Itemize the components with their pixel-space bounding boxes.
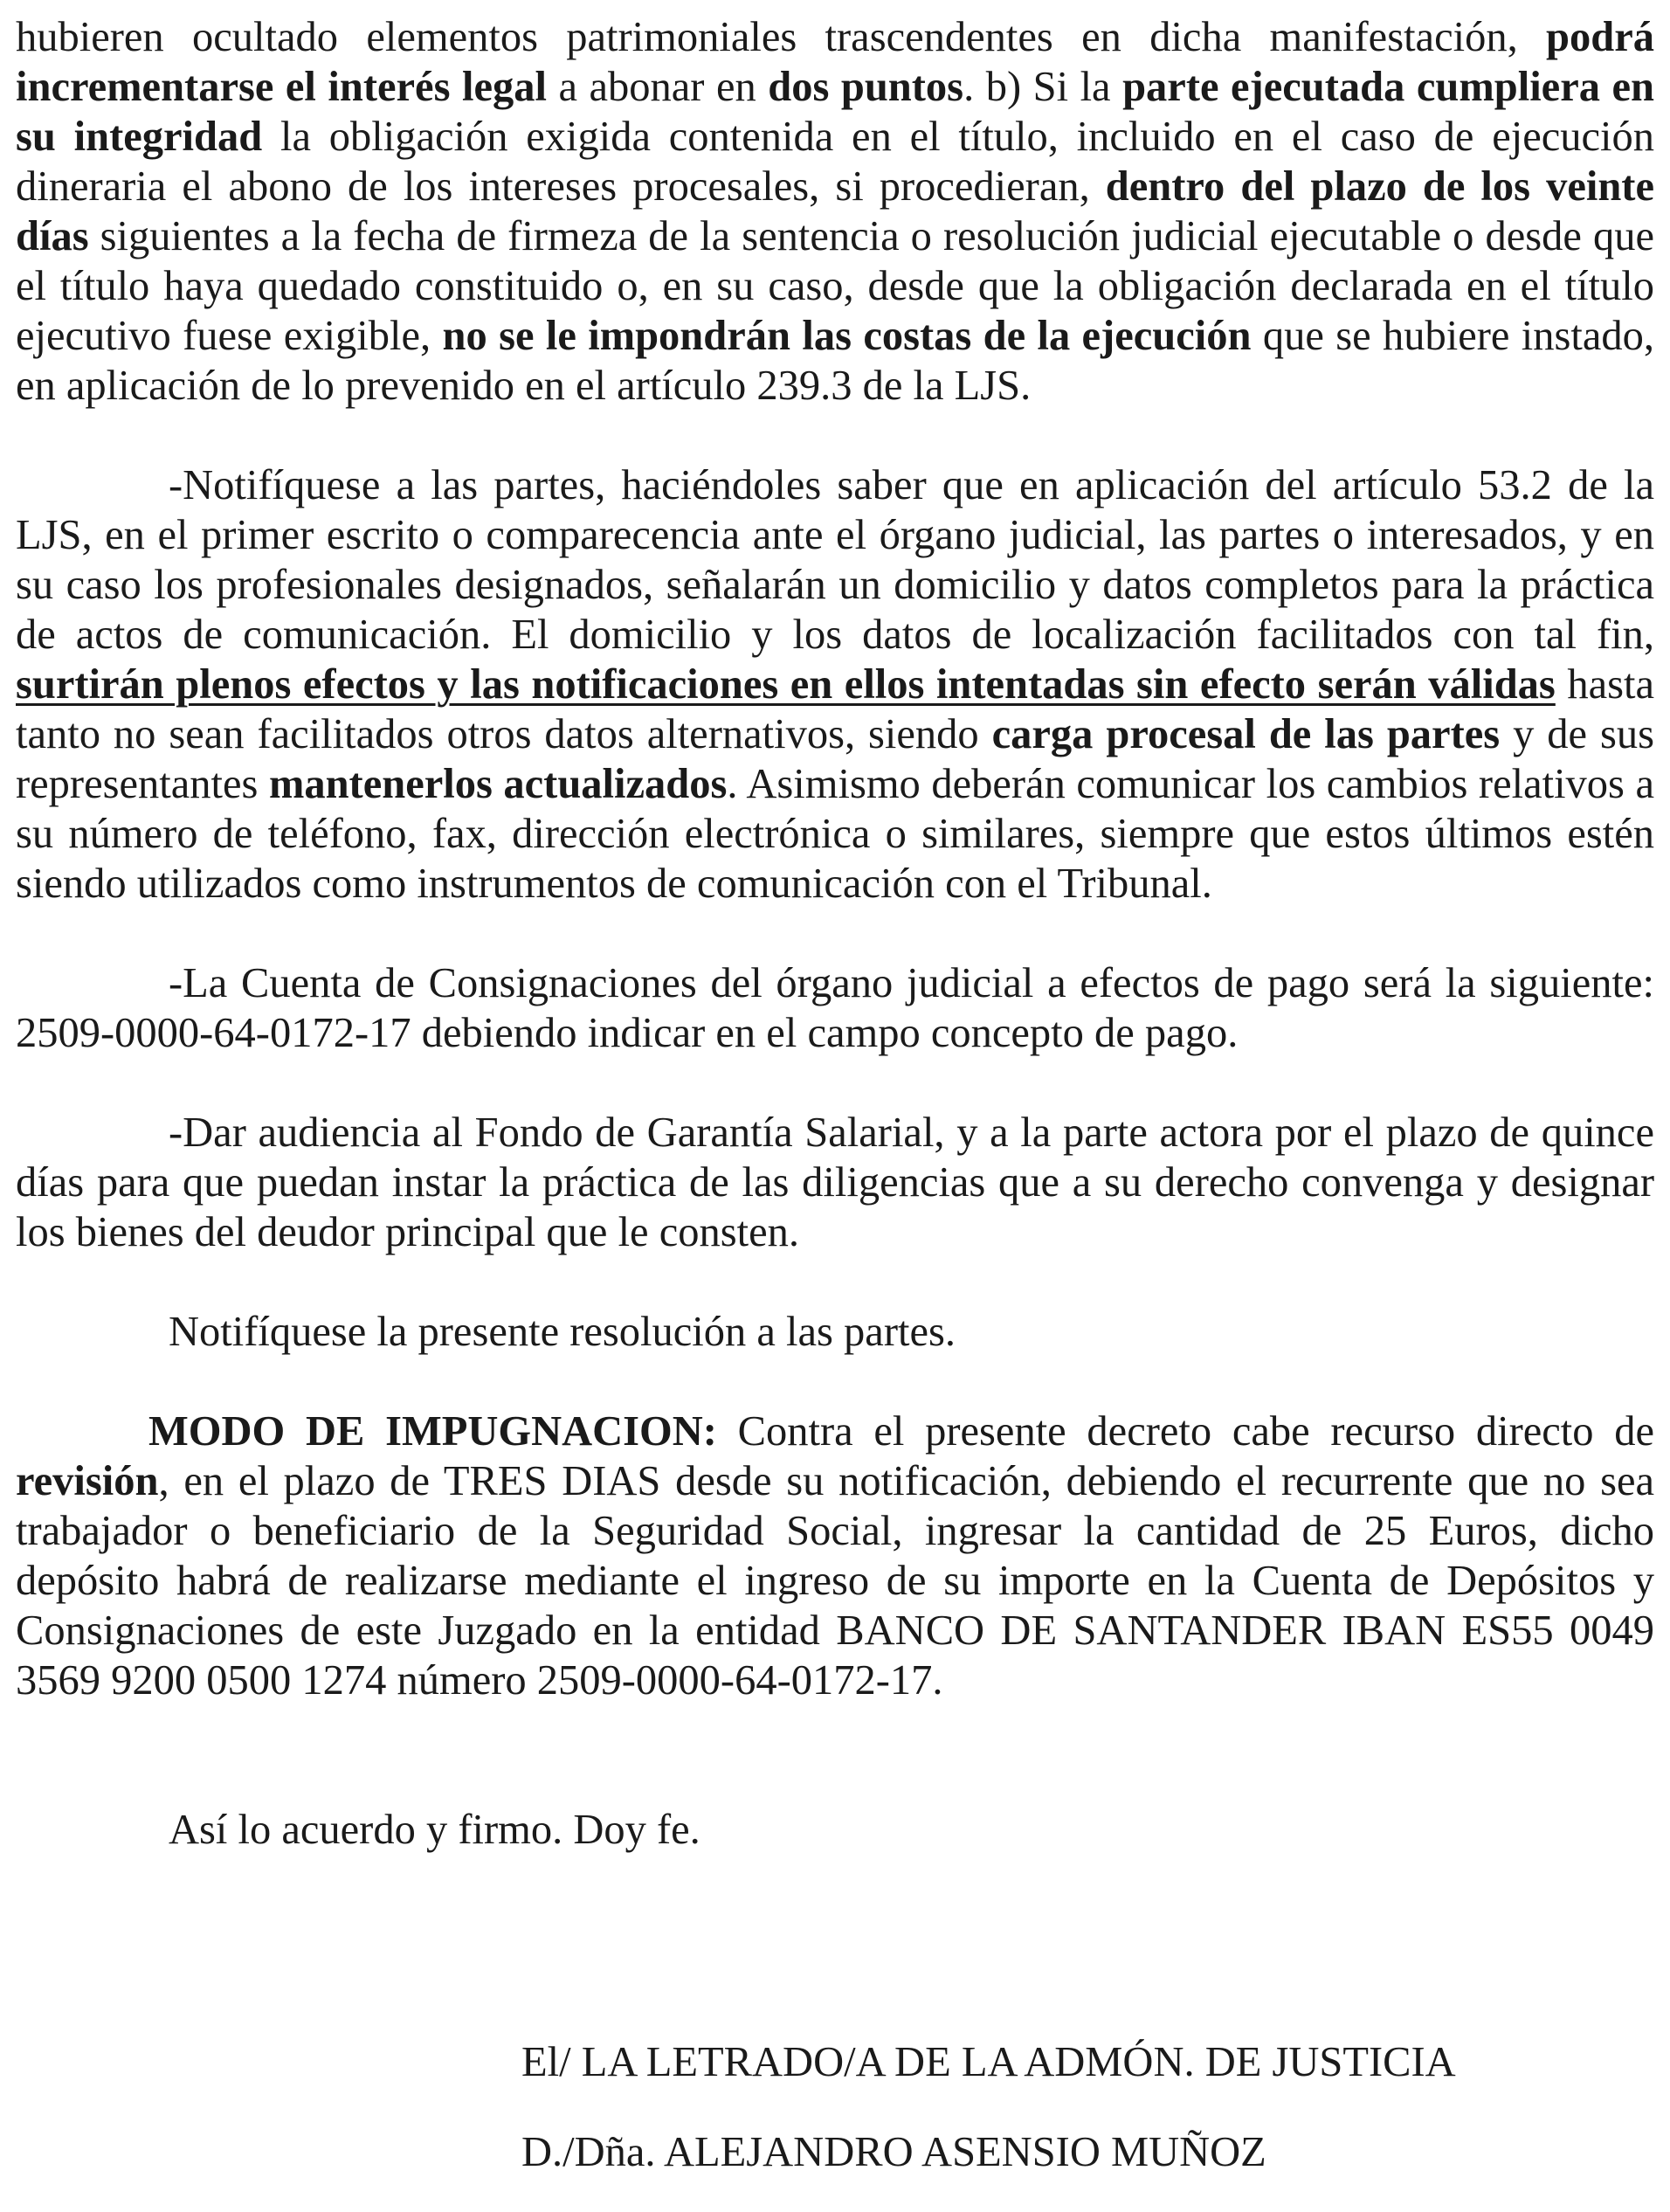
text-run: que se hubiere instado, en aplicación de lo prevenido en el artículo 239.3 de la LJS. [16, 313, 1654, 409]
text-run: hubieren ocultado elementos patrimoniales trascendentes en dicha manifestación, [16, 14, 1547, 60]
bold-run: dentro del plazo de los veinte días [16, 163, 1654, 259]
bold-underlined-run [16, 661, 1556, 708]
closing-statement: Así lo acuerdo y firmo. Doy fe. [169, 1807, 700, 1853]
bold-run: no se le impondrán las costas de la ejecución [442, 313, 1252, 359]
bold-run: carga procesal de las partes [991, 711, 1501, 757]
bold-run: revisión [16, 1458, 159, 1504]
paragraph-audiencia-fogasa: -Dar audiencia al Fondo de Garantía Salarial, y a la parte actora por el plazo de quince días para que puedan instar la práctica de las diligencias que a su derecho convenga y designar los bienes del deudor principal que le consten. [16, 1109, 1654, 1255]
text-run: . Asimismo deberán comunicar los cambios relativos a su número de teléfono, fax, dirección electrónica o similares, siempre que estos últimos estén siendo utilizados como instrumentos de comunicación con el Tribunal. [16, 761, 1654, 907]
bold-run: parte ejecutada cumpliera en su integridad [16, 64, 1654, 160]
text-run: -Notifíquese a las partes, haciéndoles saber que en aplicación del artículo 53.2 de la LJS, en el primer escrito o comparecencia ante el órgano judicial, las partes o interesados, y en su caso los profesionales designados, señalarán un domicilio y datos completos para la práctica de actos de comunicación. El domicilio y los datos de localización facilitados con tal fin, [16, 462, 1654, 658]
text-run: y de sus representantes [16, 711, 1654, 807]
document-page [16, 12, 1655, 2175]
text-run: siguientes a la fecha de firmeza de la sentencia o resolución judicial ejecutable o desde que el título haya quedado constituido o, en su caso, desde que la obligación declarada en el título ejecutivo fuese exigible, [16, 213, 1654, 359]
text-run: a abonar en [546, 64, 769, 110]
text-run: la obligación exigida contenida en el título, incluido en el caso de ejecución dineraria el abono de los intereses procesales, si procedieran, [16, 114, 1655, 210]
paragraph-modo-impugnacion [16, 1407, 1654, 1705]
bold-run: dos puntos [768, 64, 964, 110]
bold-run: podrá incrementarse el interés legal [16, 14, 1654, 110]
underlined-run: surtirán plenos efectos y las notificaciones en ellos intentadas sin efecto serán válidas [16, 661, 1556, 708]
signature-name: D./Dña. ALEJANDRO ASENSIO MUÑOZ [521, 2129, 1266, 2175]
text-run: . b) Si la [963, 64, 1123, 110]
paragraph-cuenta-consignaciones: -La Cuenta de Consignaciones del órgano judicial a efectos de pago será la siguiente: 2509-0000-64-0172-17 debiendo indicar en el campo concepto de pago. [16, 960, 1654, 1056]
paragraph-notifiquese-resolucion: Notifíquese la presente resolución a las partes. [169, 1309, 956, 1355]
bold-heading-run: MODO DE IMPUGNACION: [148, 1408, 717, 1455]
paragraph-ejecucion-effects [16, 12, 1654, 411]
paragraph-notifiquese-domicilio [16, 460, 1654, 909]
text-run: Contra el presente decreto cabe recurso directo de [716, 1408, 1654, 1455]
signature-role: El/ LA LETRADO/A DE LA ADMÓN. DE JUSTICIA [521, 2039, 1456, 2085]
text-run: hasta tanto no sean facilitados otros datos alternativos, siendo [16, 661, 1654, 757]
text-run: , en el plazo de TRES DIAS desde su notificación, debiendo el recurrente que no sea trabajador o beneficiario de la Seguridad Social, ingresar la cantidad de 25 Euros, dicho depósito habrá de realizarse mediante el ingreso de su importe en la Cuenta de Depósitos y Consignaciones de este Juzgado en la entidad BANCO DE SANTANDER IBAN ES55 0049 3569 9200 0500 1274 número 2509-0000-64-0172-17. [16, 1458, 1654, 1704]
bold-run: mantenerlos actualizados [268, 761, 728, 807]
